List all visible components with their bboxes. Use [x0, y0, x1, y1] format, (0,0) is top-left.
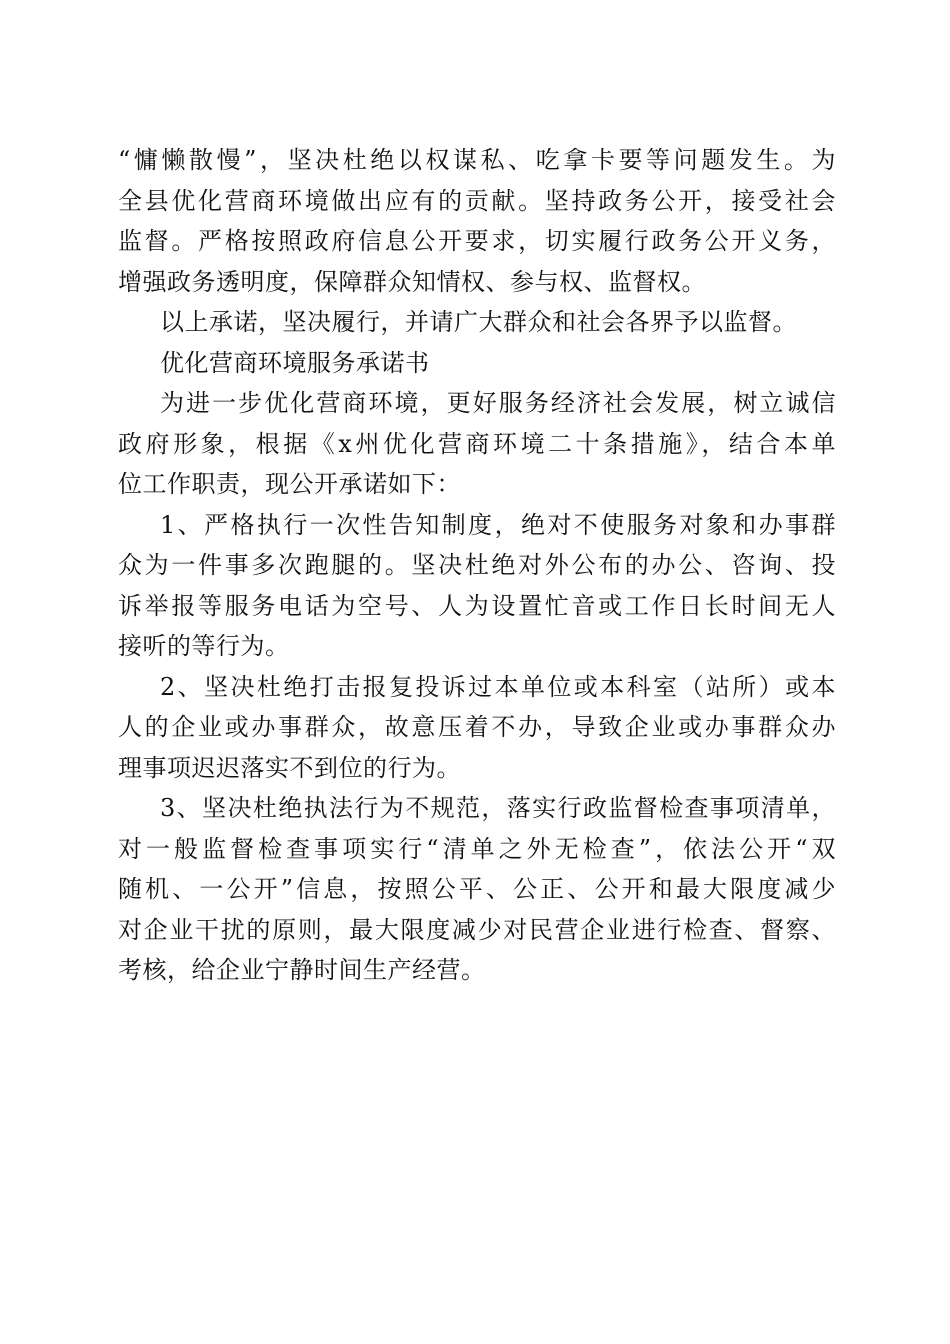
text-line: 接听的等行为。 — [118, 632, 290, 660]
text-line: 全县优化营商环境做出应有的贡献。坚持政务公开，接受社会 — [118, 186, 836, 215]
text-line: 诉举报等服务电话为空号、人为设置忙音或工作日长时间无人 — [118, 591, 836, 620]
paragraph-intro — [118, 383, 836, 505]
text-line: 位工作职责，现公开承诺如下： — [118, 470, 461, 498]
text-line: 理事项迟迟落实不到位的行为。 — [118, 753, 461, 782]
text-line: 人的企业或办事群众，故意压着不办，导致企业或办事群众办 — [118, 713, 836, 741]
text-line: 增强政务透明度，保障群众知情权、参与权、监督权。 — [118, 267, 706, 296]
text-line: 随机、一公开”信息，按照公平、公正、公开和最大限度减少 — [118, 875, 836, 903]
paragraph-1 — [118, 140, 836, 302]
text-line: 政府形象，根据《x州优化营商环境二十条措施》，结合本单 — [118, 429, 836, 458]
section-title — [118, 343, 836, 384]
text-line: 3、坚决杜绝执法行为不规范，落实行政监督检查事项清单， — [160, 794, 836, 822]
text-line: 众为一件事多次跑腿的。坚决杜绝对外公布的办公、咨询、投 — [118, 551, 836, 579]
text-line: 监督。严格按照政府信息公开要求，切实履行政务公开义务， — [118, 227, 836, 255]
text-line: 优化营商环境服务承诺书 — [160, 348, 430, 377]
text-line: “慵懒散慢”，坚决杜绝以权谋私、吃拿卡要等问题发生。为 — [118, 146, 836, 174]
text-line: 对企业干扰的原则，最大限度减少对民营企业进行检查、督察、 — [118, 915, 836, 944]
text-line: 对一般监督检查事项实行“清单之外无检查”，依法公开“双 — [118, 834, 836, 863]
paragraph-2 — [118, 302, 836, 343]
text-line: 2、坚决杜绝打击报复投诉过本单位或本科室（站所）或本 — [160, 672, 836, 701]
commitment-item-2 — [118, 667, 836, 789]
commitment-item-1 — [118, 505, 836, 667]
document-body — [118, 140, 836, 991]
text-line: 为进一步优化营商环境，更好服务经济社会发展，树立诚信 — [160, 389, 836, 417]
text-line: 1、严格执行一次性告知制度，绝对不使服务对象和办事群 — [160, 510, 836, 539]
commitment-item-3 — [118, 788, 836, 991]
text-line: 以上承诺，坚决履行，并请广大群众和社会各界予以监督。 — [160, 308, 797, 336]
text-line: 考核，给企业宁静时间生产经营。 — [118, 956, 486, 984]
